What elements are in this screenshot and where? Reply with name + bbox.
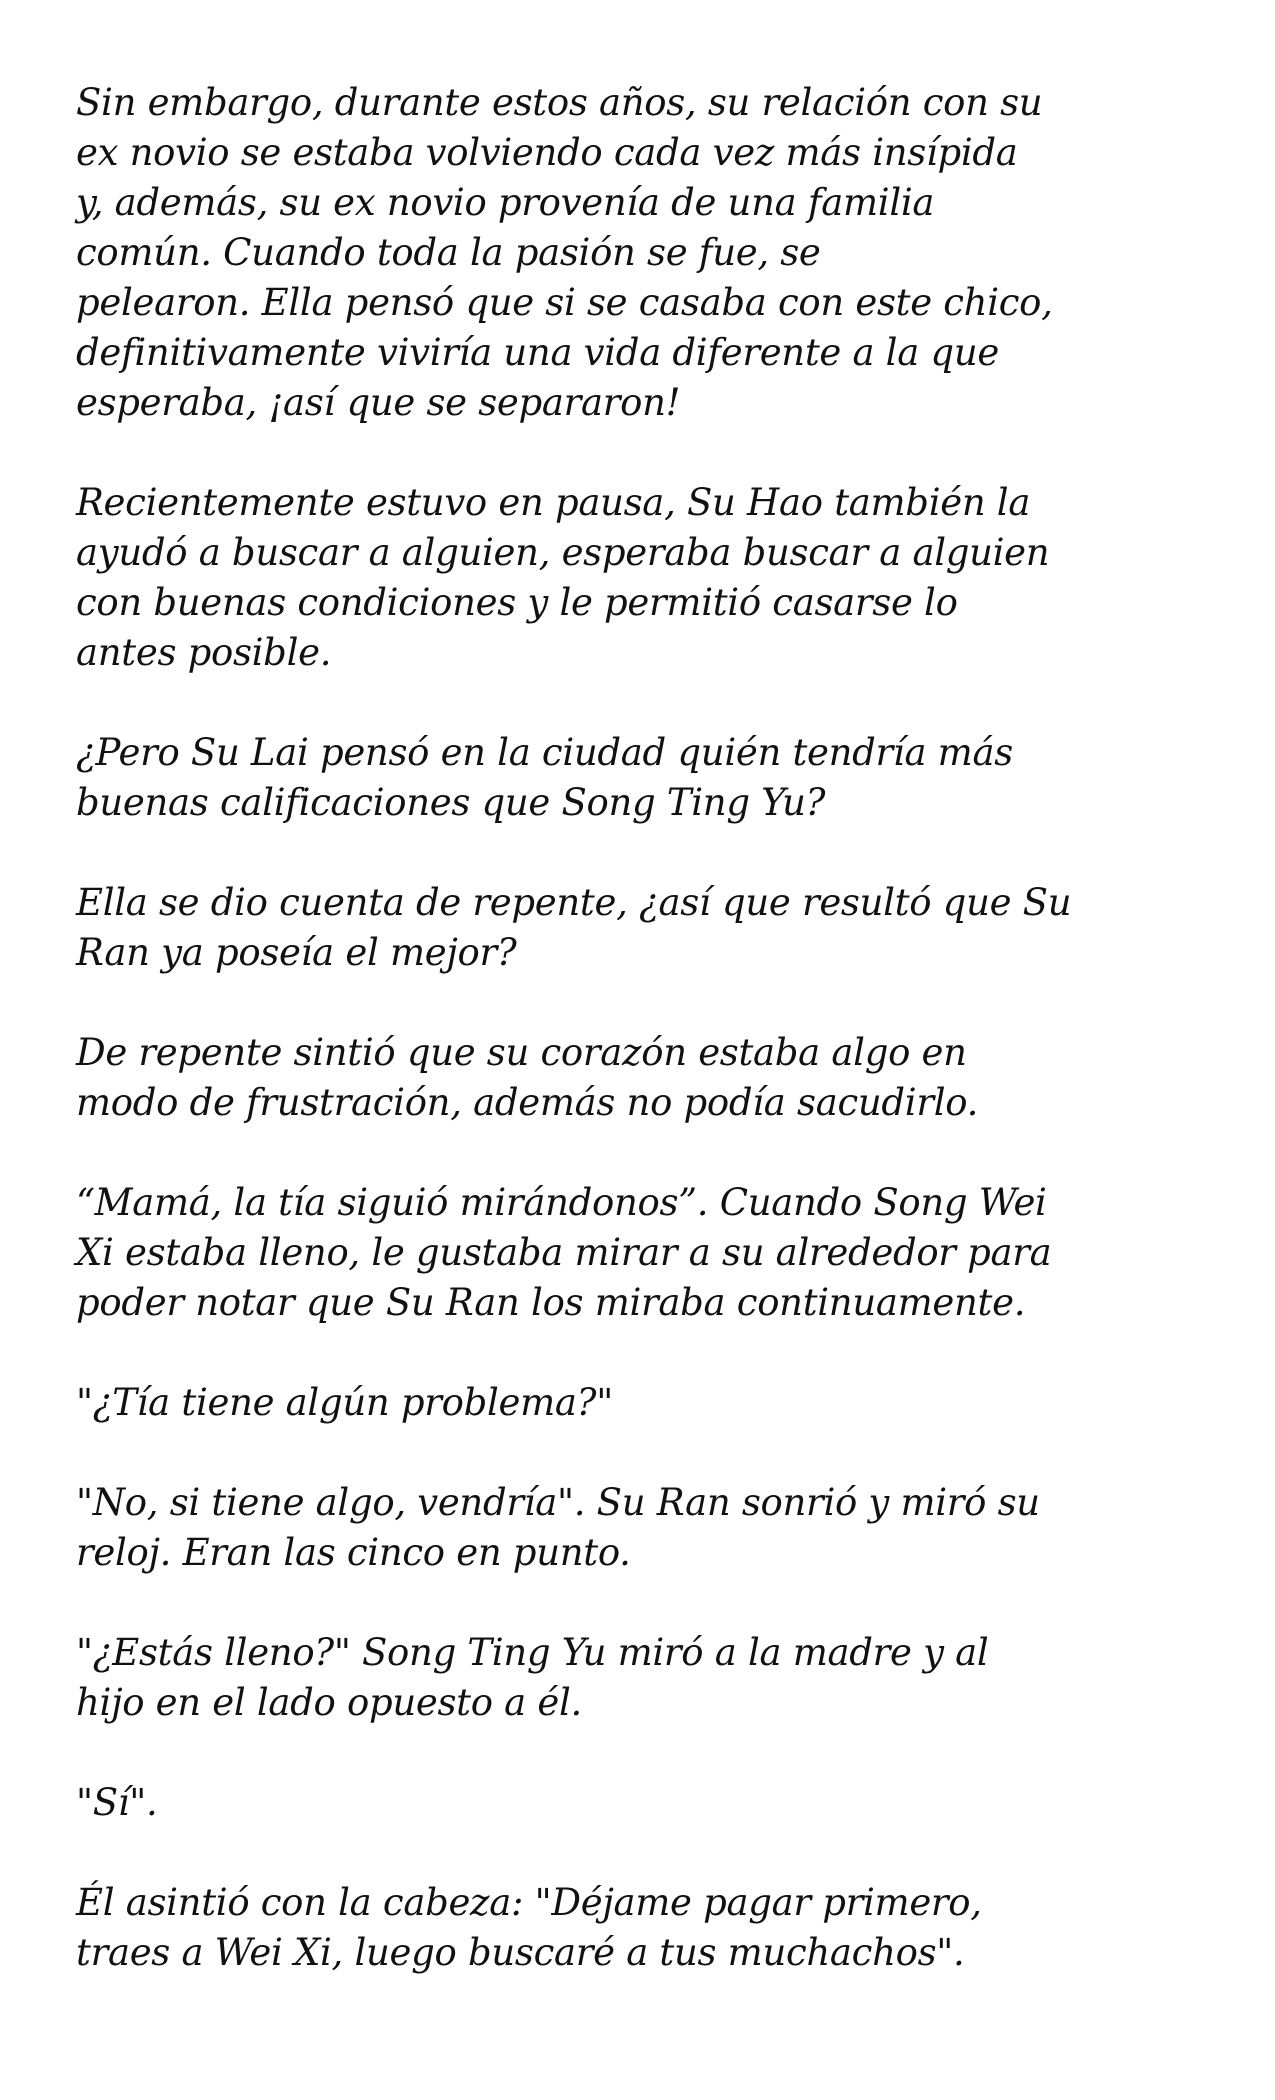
text-body [76,78,1215,1978]
text-line: pelearon. Ella pensó que si se casaba con este chico, [76,281,1053,324]
text-line: De repente sintió que su corazón estaba algo en [76,1031,967,1074]
text-line: reloj. Eran las cinco en punto. [76,1531,631,1574]
text-line: "¿Estás lleno?" Song Ting Yu miró a la madre y al [76,1631,989,1674]
text-line: modo de frustración, además no podía sacudirlo. [76,1081,979,1124]
text-line: antes posible. [76,631,332,674]
text-line: “Mamá, la tía siguió mirándonos”. Cuando Song Wei [76,1181,1047,1224]
text-line: definitivamente viviría una vida diferente a la que [76,331,999,374]
paragraph [76,1478,1215,1578]
text-line: hijo en el lado opuesto a él. [76,1681,582,1724]
paragraph [76,1878,1215,1978]
text-line: Xi estaba lleno, le gustaba mirar a su alrededor para [76,1231,1052,1274]
text-line: Ran ya poseía el mejor? [76,931,517,974]
text-line: ¿Pero Su Lai pensó en la ciudad quién tendría más [76,731,1013,774]
text-line: traes a Wei Xi, luego buscaré a tus muchachos". [76,1931,965,1974]
text-line: ex novio se estaba volviendo cada vez más insípida [76,131,1018,174]
text-line: "Sí". [76,1781,158,1824]
paragraph [76,1378,1215,1428]
text-line: Él asintió con la cabeza: "Déjame pagar primero, [76,1881,982,1924]
paragraph [76,478,1215,678]
text-line: con buenas condiciones y le permitió casarse lo [76,581,958,624]
text-line: común. Cuando toda la pasión se fue, se [76,231,821,274]
text-line: ayudó a buscar a alguien, esperaba buscar a alguien [76,531,1050,574]
text-line: Recientemente estuvo en pausa, Su Hao también la [76,481,1031,524]
paragraph [76,1628,1215,1728]
text-line: "No, si tiene algo, vendría". Su Ran sonrió y miró su [76,1481,1040,1524]
paragraph [76,878,1215,978]
text-line: "¿Tía tiene algún problema?" [76,1381,613,1424]
text-line: y, además, su ex novio provenía de una familia [76,181,935,224]
paragraph [76,1178,1215,1328]
text-line: poder notar que Su Ran los miraba continuamente. [76,1281,1026,1324]
paragraph [76,1028,1215,1128]
text-line: buenas calificaciones que Song Ting Yu? [76,781,826,824]
paragraph [76,78,1215,428]
text-line: Ella se dio cuenta de repente, ¿así que resultó que Su [76,881,1072,924]
paragraph [76,1778,1215,1828]
paragraph [76,728,1215,828]
text-line: Sin embargo, durante estos años, su relación con su [76,81,1043,124]
text-line: esperaba, ¡así que se separaron! [76,381,681,424]
